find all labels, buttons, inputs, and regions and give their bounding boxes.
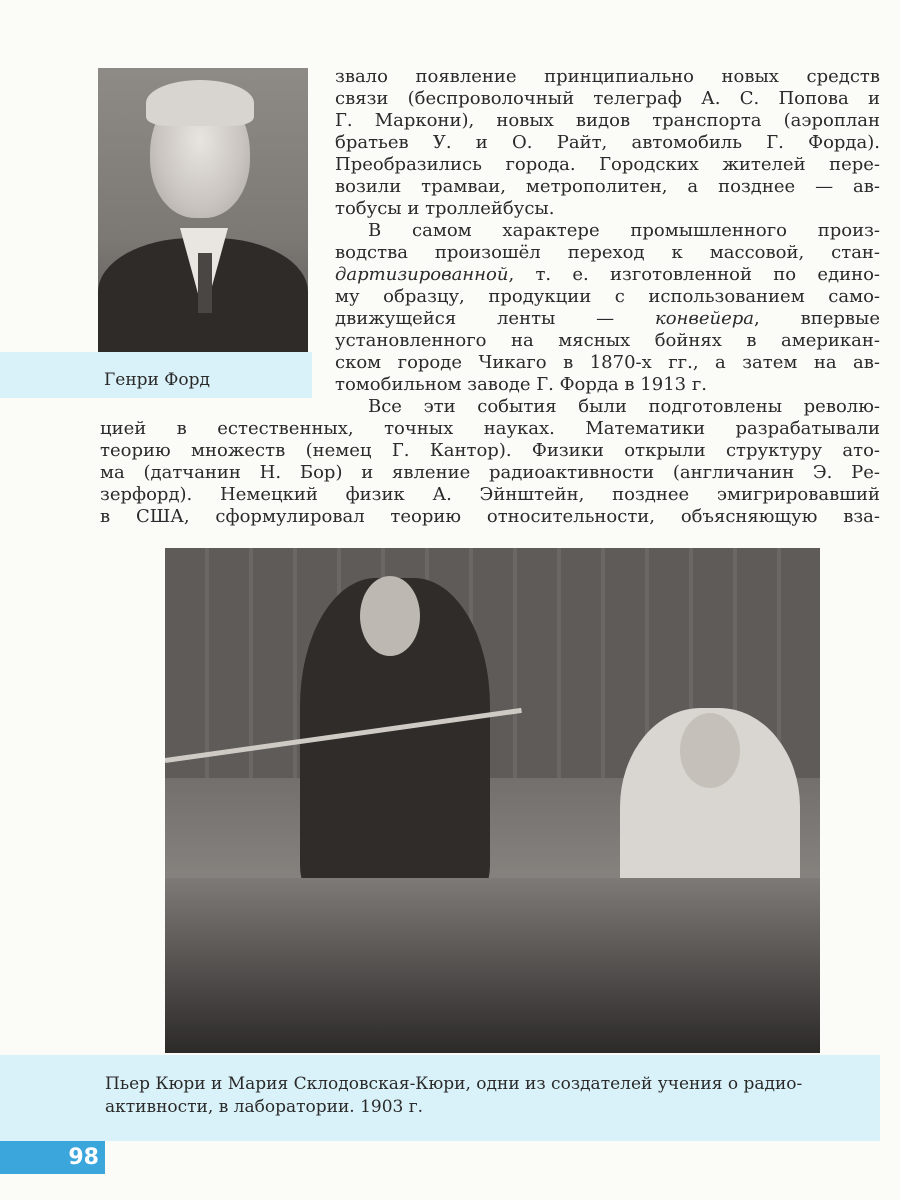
- text-line: В самом характере промышленного произ-: [368, 220, 880, 241]
- text-line: теорию множеств (немец Г. Кантор). Физики открыли структуру ато-: [100, 440, 880, 461]
- text-line: дартизированной, т. е. изготовленной по едино-: [335, 264, 880, 285]
- photo-caption-line: активности, в лаборатории. 1903 г.: [105, 1097, 424, 1117]
- text-line: ском городе Чикаго в 1870-х гг., а затем на ав-: [335, 352, 880, 373]
- text-line: связи (беспроволочный телеграф А. С. Попова и: [335, 88, 880, 109]
- text-line: цией в естественных, точных науках. Математики разрабатывали: [100, 418, 880, 439]
- text-line: Преобразились города. Городских жителей пере-: [335, 154, 880, 175]
- page-number: 98: [0, 1141, 105, 1174]
- text-line: Г. Маркони), новых видов транспорта (аэроплан: [335, 110, 880, 131]
- text-line: тобусы и троллейбусы.: [335, 198, 555, 219]
- text-line: звало появление принципиально новых средств: [335, 66, 880, 87]
- portrait-photo-henry-ford: [98, 68, 308, 352]
- text-line: братьев У. и О. Райт, автомобиль Г. Форда).: [335, 132, 880, 153]
- photo-caption-line: Пьер Кюри и Мария Склодовская-Кюри, одни из создателей учения о радио-: [105, 1074, 803, 1094]
- curie-lab-photo: [165, 548, 820, 1053]
- text-line: зерфорд). Немецкий физик А. Эйнштейн, позднее эмигрировавший: [100, 484, 880, 505]
- portrait-caption: Генри Форд: [104, 370, 210, 390]
- emphasized-term: дартизированной: [335, 264, 509, 285]
- text-line: движущейся ленты — конвейера, впервые: [335, 308, 880, 329]
- text-line: возили трамваи, метрополитен, а позднее — ав-: [335, 176, 880, 197]
- text-line: установленного на мясных бойнях в американ-: [335, 330, 880, 351]
- text-line: му образцу, продукции с использованием само-: [335, 286, 880, 307]
- text-line: томобильном заводе Г. Форда в 1913 г.: [335, 374, 707, 395]
- text-line: Все эти события были подготовлены револю-: [368, 396, 880, 417]
- text-line: водства произошёл переход к массовой, стан-: [335, 242, 880, 263]
- text-line: в США, сформулировал теорию относительности, объясняющую вза-: [100, 506, 880, 527]
- emphasized-term: конвейера: [654, 308, 755, 329]
- text-line: ма (датчанин Н. Бор) и явление радиоактивности (англичанин Э. Ре-: [100, 462, 880, 483]
